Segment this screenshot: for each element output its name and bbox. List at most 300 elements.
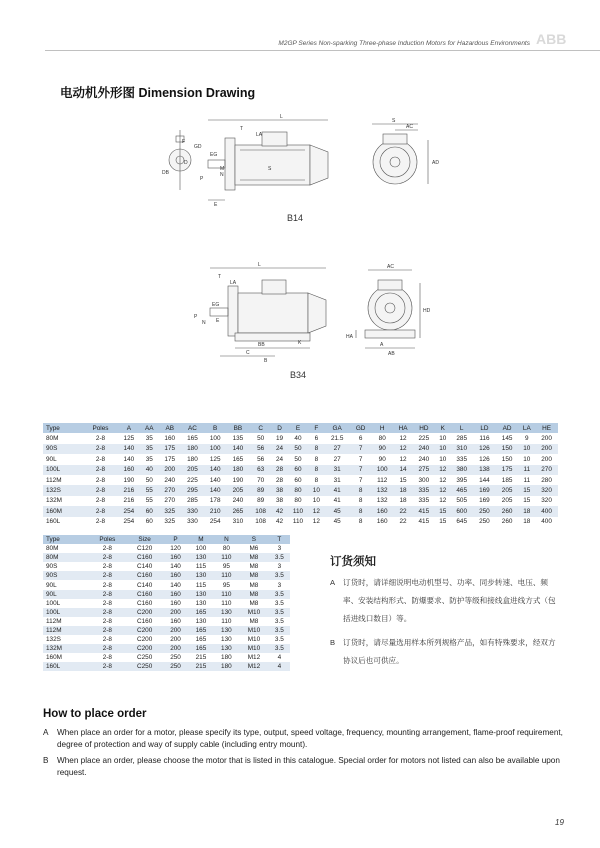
dimension-table-cell: 2-8 bbox=[83, 454, 117, 464]
dimension-table-cell: 335 bbox=[412, 485, 435, 495]
dimension-table-cell: 11 bbox=[518, 475, 535, 485]
flange-table-cell: C160 bbox=[126, 571, 162, 580]
flange-table-cell: 100L bbox=[43, 599, 88, 608]
flange-table-cell: 132S bbox=[43, 635, 88, 644]
dimension-table-cell: 400 bbox=[535, 517, 558, 527]
dimension-table-cell: 38 bbox=[272, 485, 287, 495]
dimension-table-cell: 6 bbox=[309, 433, 324, 443]
dimension-table-cell: 395 bbox=[450, 475, 473, 485]
dimension-table-cell: 35 bbox=[140, 444, 158, 454]
dimension-table-cell: 335 bbox=[450, 454, 473, 464]
flange-table-cell: 2-8 bbox=[88, 544, 126, 553]
flange-table-cell: 215 bbox=[188, 653, 213, 662]
svg-text:L: L bbox=[258, 262, 261, 268]
dimension-table-cell: 35 bbox=[140, 454, 158, 464]
dimension-table-cell: 70 bbox=[249, 475, 272, 485]
flange-table-cell: 80M bbox=[43, 544, 88, 553]
flange-table-cell: 2-8 bbox=[88, 653, 126, 662]
flange-table-header-cell: M bbox=[188, 535, 213, 544]
dimension-table-cell: 400 bbox=[535, 506, 558, 516]
dimension-table-cell: 56 bbox=[249, 454, 272, 464]
dimension-table-cell: 89 bbox=[249, 496, 272, 506]
svg-text:HD: HD bbox=[423, 308, 431, 314]
dimension-table-cell: 10 bbox=[309, 496, 324, 506]
dimension-table-cell: 80 bbox=[287, 485, 309, 495]
order-note-en-a-text: When place an order for a motor, please specify its type, output, speed voltage, frequency, mounting arrangement, flame-proof requirement, degree of protection and way of supply cable (including entry mount). bbox=[57, 728, 563, 749]
dimension-table-cell: 144 bbox=[473, 475, 496, 485]
dimension-table-header-cell: HE bbox=[535, 423, 558, 433]
dimension-table-cell: 50 bbox=[249, 433, 272, 443]
dimension-table-header-cell: D bbox=[272, 423, 287, 433]
dimension-table-cell: 28 bbox=[272, 475, 287, 485]
flange-table-cell: 2-8 bbox=[88, 644, 126, 653]
flange-table-row bbox=[43, 562, 290, 571]
flange-table-header-cell: Poles bbox=[88, 535, 126, 544]
dimension-table-cell: 240 bbox=[158, 475, 181, 485]
dimension-table-header-cell: F bbox=[309, 423, 324, 433]
dimension-table-cell: 50 bbox=[287, 444, 309, 454]
flange-table-cell: 3.5 bbox=[269, 635, 290, 644]
dimension-table-cell: 38 bbox=[272, 496, 287, 506]
dimension-table-cell: 15 bbox=[394, 475, 413, 485]
dimension-table-header-cell: AA bbox=[140, 423, 158, 433]
dimension-table-cell: 205 bbox=[496, 496, 519, 506]
dimension-table-cell: 265 bbox=[227, 506, 250, 516]
order-note-cn-b-text: 订货时，请尽量选用样本所列规格产品，如有特殊要求，经双方协议后也可供应。 bbox=[343, 638, 556, 665]
dimension-table-cell: 12 bbox=[435, 475, 450, 485]
dimension-table-cell: 10 bbox=[518, 454, 535, 464]
flange-table-cell: 2-8 bbox=[88, 553, 126, 562]
dimension-table-cell: 35 bbox=[140, 433, 158, 443]
dimension-table-cell: 160 bbox=[158, 433, 181, 443]
dimension-table-cell: 55 bbox=[140, 496, 158, 506]
dimension-table-cell: 10 bbox=[518, 444, 535, 454]
dimension-table-cell: 60 bbox=[140, 506, 158, 516]
flange-table-cell: M8 bbox=[239, 571, 269, 580]
dimension-table-cell: 260 bbox=[496, 506, 519, 516]
dimension-table-cell: 465 bbox=[450, 485, 473, 495]
flange-table-cell: 165 bbox=[188, 626, 213, 635]
order-note-cn-b-letter: B bbox=[330, 638, 336, 647]
b34-drawing bbox=[180, 258, 480, 368]
dimension-table-cell: 56 bbox=[249, 444, 272, 454]
flange-table-cell: 3.5 bbox=[269, 599, 290, 608]
dimension-table-cell: 200 bbox=[535, 433, 558, 443]
dimension-table-cell: 132M bbox=[43, 496, 83, 506]
flange-table-cell: 2-8 bbox=[88, 571, 126, 580]
flange-table-cell: 2-8 bbox=[88, 590, 126, 599]
flange-table-cell: 160L bbox=[43, 662, 88, 671]
dimension-table-cell: 7 bbox=[350, 475, 370, 485]
dimension-table-cell: 15 bbox=[518, 496, 535, 506]
flange-table-cell: 2-8 bbox=[88, 599, 126, 608]
dimension-table-cell: 41 bbox=[324, 496, 351, 506]
dimension-table-cell: 165 bbox=[227, 454, 250, 464]
dimension-table-cell: 2-8 bbox=[83, 506, 117, 516]
flange-table-header-cell: T bbox=[269, 535, 290, 544]
dimension-table-cell: 125 bbox=[204, 454, 227, 464]
flange-table-row bbox=[43, 608, 290, 617]
dimension-table-header-cell: BB bbox=[227, 423, 250, 433]
dimension-table-cell: 330 bbox=[181, 506, 204, 516]
dimension-table-cell: 160 bbox=[118, 465, 141, 475]
flange-table-cell: 160 bbox=[163, 617, 188, 626]
flange-table-cell: M8 bbox=[239, 562, 269, 571]
flange-table-cell: 3 bbox=[269, 544, 290, 553]
b14-caption: B14 bbox=[287, 213, 304, 223]
dimension-table-cell: 140 bbox=[118, 444, 141, 454]
dimension-table-cell: 254 bbox=[118, 517, 141, 527]
dimension-table-cell: 205 bbox=[181, 465, 204, 475]
dimension-table-cell: 8 bbox=[350, 496, 370, 506]
flange-table-cell: 90L bbox=[43, 580, 88, 589]
dimension-table-cell: 2-8 bbox=[83, 485, 117, 495]
dimension-table-cell: 210 bbox=[204, 506, 227, 516]
flange-table-cell: 2-8 bbox=[88, 617, 126, 626]
dimension-table-cell: 325 bbox=[158, 506, 181, 516]
dimension-table-cell: 185 bbox=[496, 475, 519, 485]
flange-table-cell: 2-8 bbox=[88, 562, 126, 571]
flange-table-cell: C140 bbox=[126, 580, 162, 589]
flange-table-cell: 180 bbox=[214, 653, 239, 662]
dimension-table-cell: 132S bbox=[43, 485, 83, 495]
dimension-table-cell: 325 bbox=[158, 517, 181, 527]
dimension-table-header-cell: GA bbox=[324, 423, 351, 433]
svg-text:N: N bbox=[202, 320, 206, 326]
header-rule bbox=[45, 50, 600, 51]
flange-table-cell: 2-8 bbox=[88, 580, 126, 589]
flange-table-header-cell: Size bbox=[126, 535, 162, 544]
flange-table-cell: M10 bbox=[239, 644, 269, 653]
flange-table-cell: 90S bbox=[43, 571, 88, 580]
dimension-table-cell: 415 bbox=[412, 506, 435, 516]
dimension-table-cell: 135 bbox=[227, 433, 250, 443]
dimension-table-cell: 160 bbox=[371, 506, 394, 516]
dimension-table-header-cell: C bbox=[249, 423, 272, 433]
dimension-table-cell: 190 bbox=[118, 475, 141, 485]
dimension-table-header-cell: Type bbox=[43, 423, 83, 433]
dimension-table-cell: 90S bbox=[43, 444, 83, 454]
dimension-table-cell: 110 bbox=[287, 517, 309, 527]
svg-text:LA: LA bbox=[256, 132, 263, 138]
dimension-table-cell: 31 bbox=[324, 475, 351, 485]
dimension-table-cell: 80 bbox=[287, 496, 309, 506]
b14-drawing bbox=[160, 110, 480, 220]
dimension-table-cell: 18 bbox=[394, 485, 413, 495]
flange-table-cell: M8 bbox=[239, 590, 269, 599]
dimension-table-cell: 112M bbox=[43, 475, 83, 485]
flange-table-cell: 165 bbox=[188, 635, 213, 644]
dimension-table-cell: 50 bbox=[287, 454, 309, 464]
flange-table-cell: 110 bbox=[214, 553, 239, 562]
dimension-table-cell: 55 bbox=[140, 485, 158, 495]
dimension-table-header-cell: L bbox=[450, 423, 473, 433]
dimension-table-cell: 216 bbox=[118, 485, 141, 495]
dimension-table-cell: 132 bbox=[371, 485, 394, 495]
dimension-table-cell: 2-8 bbox=[83, 475, 117, 485]
dimension-table-cell: 8 bbox=[309, 454, 324, 464]
dimension-table-cell: 60 bbox=[140, 517, 158, 527]
svg-text:F: F bbox=[182, 139, 186, 145]
svg-text:AC: AC bbox=[387, 264, 394, 270]
dimension-table-cell: 27 bbox=[324, 454, 351, 464]
dimension-table-cell: 12 bbox=[394, 444, 413, 454]
dimension-table-cell: 505 bbox=[450, 496, 473, 506]
dimension-table-cell: 89 bbox=[249, 485, 272, 495]
dimension-table-cell: 10 bbox=[435, 444, 450, 454]
dimension-table-row bbox=[43, 506, 558, 516]
dimension-table-cell: 216 bbox=[118, 496, 141, 506]
flange-table-row bbox=[43, 653, 290, 662]
dimension-table-cell: 200 bbox=[158, 465, 181, 475]
svg-text:C: C bbox=[246, 350, 250, 356]
flange-table-row bbox=[43, 590, 290, 599]
dimension-table-header-cell: LA bbox=[518, 423, 535, 433]
flange-table-cell: 215 bbox=[188, 662, 213, 671]
dimension-table-cell: 205 bbox=[227, 485, 250, 495]
flange-table-row bbox=[43, 553, 290, 562]
dimension-table-cell: 138 bbox=[473, 465, 496, 475]
abb-logo-text: ABB bbox=[536, 31, 567, 47]
flange-table-cell: 95 bbox=[214, 562, 239, 571]
flange-table-row bbox=[43, 626, 290, 635]
dimension-table-cell: 18 bbox=[518, 517, 535, 527]
dimension-table-cell: 100L bbox=[43, 465, 83, 475]
dimension-table-header-cell: K bbox=[435, 423, 450, 433]
dimension-table-cell: 225 bbox=[412, 433, 435, 443]
svg-text:AC: AC bbox=[406, 124, 413, 130]
dimension-table-cell: 415 bbox=[412, 517, 435, 527]
dimension-table-cell: 205 bbox=[496, 485, 519, 495]
flange-table-cell: C200 bbox=[126, 608, 162, 617]
svg-text:S: S bbox=[268, 166, 272, 172]
dimension-table-cell: 145 bbox=[496, 433, 519, 443]
flange-table-row bbox=[43, 571, 290, 580]
flange-table-cell: 160 bbox=[163, 553, 188, 562]
svg-text:T: T bbox=[218, 274, 222, 280]
flange-table-row bbox=[43, 544, 290, 553]
dimension-table-cell: 600 bbox=[450, 506, 473, 516]
flange-table-cell: 2-8 bbox=[88, 626, 126, 635]
dimension-table-cell: 180 bbox=[181, 444, 204, 454]
flange-table-header-cell: S bbox=[239, 535, 269, 544]
dimension-table-cell: 2-8 bbox=[83, 465, 117, 475]
dimension-table-cell: 8 bbox=[309, 444, 324, 454]
flange-table-cell: 160 bbox=[163, 590, 188, 599]
dimension-table-cell: 225 bbox=[181, 475, 204, 485]
order-note-en-b-letter: B bbox=[43, 756, 49, 765]
flange-table-cell: M10 bbox=[239, 626, 269, 635]
flange-table-cell: 2-8 bbox=[88, 635, 126, 644]
dimension-table-cell: 18 bbox=[394, 496, 413, 506]
flange-table-cell: 100 bbox=[188, 544, 213, 553]
flange-table-cell: 110 bbox=[214, 571, 239, 580]
dimension-table-cell: 175 bbox=[496, 465, 519, 475]
dimension-table-cell: 12 bbox=[394, 454, 413, 464]
dimension-table-header-cell: B bbox=[204, 423, 227, 433]
dimension-table-cell: 160M bbox=[43, 506, 83, 516]
flange-table-cell: 200 bbox=[163, 608, 188, 617]
dimension-table-cell: 10 bbox=[435, 454, 450, 464]
dimension-table-cell: 380 bbox=[450, 465, 473, 475]
flange-table-cell: 112M bbox=[43, 617, 88, 626]
flange-table-cell: 130 bbox=[214, 635, 239, 644]
svg-text:GD: GD bbox=[194, 144, 202, 150]
flange-table-cell: C160 bbox=[126, 590, 162, 599]
dimension-table-header-cell: AC bbox=[181, 423, 204, 433]
flange-table-cell: 200 bbox=[163, 626, 188, 635]
dimension-table-cell: 22 bbox=[394, 506, 413, 516]
dimension-table-cell: 8 bbox=[350, 517, 370, 527]
flange-table-cell: 200 bbox=[163, 635, 188, 644]
dimension-table-cell: 125 bbox=[118, 433, 141, 443]
svg-text:L: L bbox=[280, 114, 283, 120]
dimension-table-cell: 160 bbox=[371, 517, 394, 527]
order-note-en-b-text: When place an order, please choose the motor that is listed in this catalogue. Special order for motors not listed can also be available upon request. bbox=[57, 756, 560, 777]
dimension-table-cell: 310 bbox=[450, 444, 473, 454]
dimension-table-cell: 90 bbox=[371, 444, 394, 454]
flange-table-cell: C120 bbox=[126, 544, 162, 553]
flange-table bbox=[43, 535, 290, 671]
flange-table-cell: C160 bbox=[126, 617, 162, 626]
flange-table-cell: 160 bbox=[163, 571, 188, 580]
flange-table-cell: C160 bbox=[126, 553, 162, 562]
dimension-table-cell: 645 bbox=[450, 517, 473, 527]
dimension-table-cell: 112 bbox=[371, 475, 394, 485]
flange-table-cell: 2-8 bbox=[88, 608, 126, 617]
dimension-table-cell: 100 bbox=[371, 465, 394, 475]
dimension-table-cell: 108 bbox=[249, 517, 272, 527]
dimension-table-cell: 2-8 bbox=[83, 444, 117, 454]
dimension-table-cell: 165 bbox=[181, 433, 204, 443]
dimension-table-cell: 12 bbox=[309, 517, 324, 527]
flange-table-row bbox=[43, 599, 290, 608]
dimension-table-cell: 2-8 bbox=[83, 517, 117, 527]
flange-table-cell: C140 bbox=[126, 562, 162, 571]
dimension-table-cell: 100 bbox=[204, 444, 227, 454]
flange-table-cell: 95 bbox=[214, 580, 239, 589]
b34-caption: B34 bbox=[290, 370, 307, 380]
dimension-table-cell: 270 bbox=[535, 465, 558, 475]
section-title: 电动机外形图 Dimension Drawing bbox=[60, 86, 256, 100]
dimension-table-cell: 169 bbox=[473, 496, 496, 506]
dimension-table-cell: 90L bbox=[43, 454, 83, 464]
dimension-table-cell: 200 bbox=[535, 454, 558, 464]
dimension-table-cell: 240 bbox=[412, 444, 435, 454]
flange-table-row bbox=[43, 617, 290, 626]
svg-text:E: E bbox=[216, 318, 220, 324]
dimension-table-cell: 240 bbox=[412, 454, 435, 464]
svg-text:M: M bbox=[220, 166, 225, 172]
dimension-table-cell: 300 bbox=[412, 475, 435, 485]
page-number: 19 bbox=[555, 818, 564, 827]
dimension-table-cell: 250 bbox=[473, 506, 496, 516]
flange-table-cell: 120 bbox=[163, 544, 188, 553]
svg-text:T: T bbox=[240, 126, 244, 132]
dimension-table-cell: 190 bbox=[227, 475, 250, 485]
dimension-table-header bbox=[43, 423, 558, 433]
order-notes-en-title: How to place order bbox=[43, 708, 147, 720]
dimension-table-cell: 27 bbox=[324, 444, 351, 454]
dimension-table-cell: 7 bbox=[350, 444, 370, 454]
dimension-table-cell: 180 bbox=[227, 465, 250, 475]
order-note-cn-a bbox=[330, 574, 560, 628]
abb-logo bbox=[534, 30, 574, 48]
dimension-table-cell: 285 bbox=[181, 496, 204, 506]
dimension-table-cell: 116 bbox=[473, 433, 496, 443]
flange-table-cell: 4 bbox=[269, 662, 290, 671]
flange-table-cell: 112M bbox=[43, 626, 88, 635]
dimension-table-cell: 132 bbox=[371, 496, 394, 506]
dimension-table-cell: 175 bbox=[158, 444, 181, 454]
flange-table-row bbox=[43, 644, 290, 653]
flange-table-cell: C200 bbox=[126, 635, 162, 644]
dimension-table-cell: 12 bbox=[309, 506, 324, 516]
dimension-table-cell: 90 bbox=[371, 454, 394, 464]
dimension-table-cell: 254 bbox=[118, 506, 141, 516]
flange-table-cell: 110 bbox=[214, 590, 239, 599]
dimension-table-row bbox=[43, 496, 558, 506]
flange-table-cell: 3.5 bbox=[269, 617, 290, 626]
svg-text:B: B bbox=[264, 358, 268, 364]
flange-table-cell: 250 bbox=[163, 653, 188, 662]
dimension-table-header-cell: E bbox=[287, 423, 309, 433]
flange-table-cell: 110 bbox=[214, 617, 239, 626]
header-series-text: M2GP Series Non-sparking Three-phase Induction Motors for Hazardous Environments bbox=[278, 40, 530, 47]
dimension-table-cell: 310 bbox=[227, 517, 250, 527]
dimension-table-cell: 169 bbox=[473, 485, 496, 495]
dimension-table-cell: 285 bbox=[450, 433, 473, 443]
flange-table-cell: 160M bbox=[43, 653, 88, 662]
dimension-table-cell: 60 bbox=[287, 475, 309, 485]
svg-text:P: P bbox=[194, 314, 198, 320]
dimension-table-cell: 178 bbox=[204, 496, 227, 506]
dimension-table-cell: 7 bbox=[350, 454, 370, 464]
flange-table-cell: C250 bbox=[126, 653, 162, 662]
svg-text:K: K bbox=[298, 340, 302, 346]
dimension-table-cell: 10 bbox=[309, 485, 324, 495]
dimension-table-cell: 50 bbox=[140, 475, 158, 485]
flange-table-cell: 4 bbox=[269, 653, 290, 662]
dimension-table-row bbox=[43, 485, 558, 495]
dimension-table-row bbox=[43, 475, 558, 485]
dimension-table-cell: 180 bbox=[181, 454, 204, 464]
flange-table-cell: 3.5 bbox=[269, 626, 290, 635]
flange-table-cell: 115 bbox=[188, 580, 213, 589]
order-note-en-a-letter: A bbox=[43, 728, 49, 737]
flange-table-cell: 140 bbox=[163, 562, 188, 571]
dimension-table-cell: 295 bbox=[181, 485, 204, 495]
dimension-table bbox=[43, 423, 558, 527]
flange-table-cell: M10 bbox=[239, 608, 269, 617]
flange-table-cell: M12 bbox=[239, 653, 269, 662]
dimension-table-cell: 60 bbox=[287, 465, 309, 475]
svg-text:N: N bbox=[220, 172, 224, 178]
dimension-table-cell: 24 bbox=[272, 444, 287, 454]
dimension-table-cell: 200 bbox=[535, 444, 558, 454]
dimension-table-cell: 140 bbox=[204, 465, 227, 475]
dimension-table-cell: 41 bbox=[324, 485, 351, 495]
flange-table-cell: 180 bbox=[214, 662, 239, 671]
flange-table-cell: 160 bbox=[163, 599, 188, 608]
svg-text:AB: AB bbox=[388, 351, 395, 357]
dimension-table-header-cell: A bbox=[118, 423, 141, 433]
dimension-table-cell: 126 bbox=[473, 444, 496, 454]
dimension-table-cell: 9 bbox=[518, 433, 535, 443]
dimension-table-cell: 175 bbox=[158, 454, 181, 464]
dimension-table-cell: 335 bbox=[412, 496, 435, 506]
dimension-table-cell: 140 bbox=[204, 475, 227, 485]
